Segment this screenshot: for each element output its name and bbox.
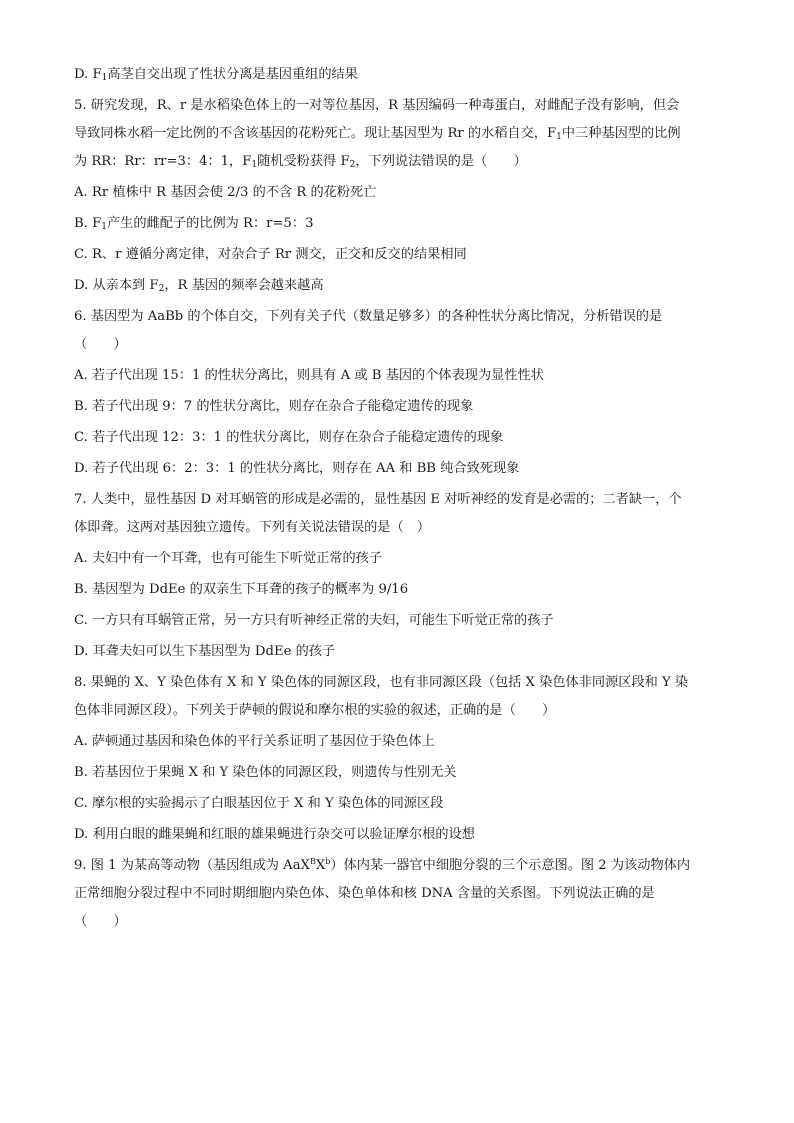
text-segment: C. R、r 遵循分离定律，对杂合子 Rr 测交，正交和反交的结果相同 xyxy=(74,247,467,262)
q7-stem-line-1 xyxy=(74,489,734,517)
text-segment: ）体内某一器官中细胞分裂的三个示意图。图 2 为该动物体内 xyxy=(330,858,691,873)
text-segment: 2 xyxy=(158,284,165,294)
q7-option-a xyxy=(74,548,734,579)
q6-stem-line-2 xyxy=(74,334,734,365)
text-segment: 1 xyxy=(101,222,107,232)
text-segment: 1 xyxy=(251,160,258,170)
text-segment: 6. 基因型为 AaBb 的个体自交，下列有关子代（数量足够多）的各种性状分离比情况，分析错误的是 xyxy=(74,309,663,324)
q6-option-b xyxy=(74,396,734,427)
text-segment: 正常细胞分裂过程中不同时期细胞内染色体、染色单体和核 DNA 含量的关系图。下列说法正确的是 xyxy=(74,886,655,901)
text-segment: ，下列说法错误的是（ ） xyxy=(355,154,527,169)
text-segment: 9. 图 1 为某高等动物（基因组成为 AaX xyxy=(74,858,310,873)
text-segment: B. 若子代出现 9：7 的性状分离比，则存在杂合子能稳定遗传的现象 xyxy=(74,399,474,414)
text-segment: 高茎自交出现了性状分离是基因重组的结果 xyxy=(107,67,358,82)
text-segment: 色体非同源区段）。下列关于萨顿的假说和摩尔根的实验的叙述，正确的是（ ） xyxy=(74,703,556,718)
q5-stem-line-2 xyxy=(74,123,734,151)
text-segment: B. 若基因位于果蝇 X 和 Y 染色体的同源区段，则遗传与性别无关 xyxy=(74,765,457,780)
text-segment: 8. 果蝇的 X、Y 染色体有 X 和 Y 染色体的同源区段，也有非同源区段（包括 X 染色体非同源区段和 Y 染 xyxy=(74,675,689,690)
text-segment: ，R 基因的频率会越来越高 xyxy=(164,278,324,293)
text-segment: C. 若子代出现 12：3：1 的性状分离比，则存在杂合子能稳定遗传的现象 xyxy=(74,430,504,445)
q6-option-d xyxy=(74,458,734,489)
text-segment: 为 RR：Rr：rr=3：4：1，F xyxy=(74,154,252,169)
q8-option-d xyxy=(74,824,734,855)
q6-stem-line-1 xyxy=(74,306,734,334)
text-segment: 2 xyxy=(349,160,356,170)
text-segment: D. 若子代出现 6：2：3：1 的性状分离比，则存在 AA 和 BB 纯合致死现象 xyxy=(74,461,520,476)
text-segment: A. 若子代出现 15：1 的性状分离比，则具有 A 或 B 基因的个体表现为显性性状 xyxy=(74,368,544,383)
text-segment: 体即聋。这两对基因独立遗传。下列有关说法错误的是（ ） xyxy=(74,520,431,535)
q8-stem-line-1 xyxy=(74,672,734,700)
q5-stem-line-1 xyxy=(74,95,734,123)
text-segment: D. 从亲本到 F xyxy=(74,278,159,293)
q5-option-a xyxy=(74,182,734,213)
q7-stem-line-2 xyxy=(74,517,734,548)
text-segment: A. Rr 植株中 R 基因会使 2/3 的不含 R 的花粉死亡 xyxy=(74,185,377,200)
text-segment: B xyxy=(309,857,316,866)
text-segment: C. 一方只有耳蜗管正常，另一方只有听神经正常的夫妇，可能生下听觉正常的孩子 xyxy=(74,613,554,628)
text-segment: （ ） xyxy=(74,914,127,929)
q7-option-d xyxy=(74,641,734,672)
text-segment: 中三种基因型的比例 xyxy=(561,126,681,141)
q5-stem-line-3 xyxy=(74,151,734,182)
text-segment: B. F xyxy=(74,216,102,231)
q6-option-a xyxy=(74,365,734,396)
q8-stem-line-2 xyxy=(74,700,734,731)
text-segment: B. 基因型为 DdEe 的双亲生下耳聋的孩子的概率为 9/16 xyxy=(74,582,409,597)
text-segment: C. 摩尔根的实验揭示了白眼基因位于 X 和 Y 染色体的同源区段 xyxy=(74,796,444,811)
text-segment: 1 xyxy=(101,73,108,83)
text-segment: 7. 人类中，显性基因 D 对耳蜗管的形成是必需的，显性基因 E 对听神经的发育是必需的；二者缺一，个 xyxy=(74,492,682,507)
option-4d xyxy=(74,64,734,95)
q8-option-a xyxy=(74,731,734,762)
q5-option-c xyxy=(74,244,734,275)
q8-option-b xyxy=(74,762,734,793)
q9-stem-line-1 xyxy=(74,855,734,883)
q7-option-b xyxy=(74,579,734,610)
text-segment: （ ） xyxy=(74,337,127,352)
document-body xyxy=(74,64,734,942)
text-segment: 随机受粉获得 F xyxy=(257,154,350,169)
text-segment: X xyxy=(315,858,326,873)
q7-option-c xyxy=(74,610,734,641)
q9-stem-line-2 xyxy=(74,883,734,911)
q8-option-c xyxy=(74,793,734,824)
text-segment: 产生的雌配子的比例为 R：r=5：3 xyxy=(106,216,314,231)
q9-stem-line-3 xyxy=(74,911,734,942)
text-segment: A. 夫妇中有一个耳聋，也有可能生下听觉正常的孩子 xyxy=(74,551,383,566)
text-segment: D. 利用白眼的雌果蝇和红眼的雄果蝇进行杂交可以验证摩尔根的设想 xyxy=(74,827,475,842)
text-segment: 5. 研究发现，R、r 是水稻染色体上的一对等位基因，R 基因编码一种毒蛋白，对雌配子没有影响，但会 xyxy=(74,98,680,113)
text-segment: D. F xyxy=(74,67,102,82)
text-segment: A. 萨顿通过基因和染色体的平行关系证明了基因位于染色体上 xyxy=(74,734,435,749)
text-segment: b xyxy=(325,857,331,866)
q5-option-b xyxy=(74,213,734,244)
q5-option-d xyxy=(74,275,734,306)
text-segment: 导致同株水稻一定比例的不含该基因的花粉死亡。现让基因型为 Rr 的水稻自交，F xyxy=(74,126,557,141)
text-segment: 1 xyxy=(556,132,562,142)
q6-option-c xyxy=(74,427,734,458)
text-segment: D. 耳聋夫妇可以生下基因型为 DdEe 的孩子 xyxy=(74,644,336,659)
